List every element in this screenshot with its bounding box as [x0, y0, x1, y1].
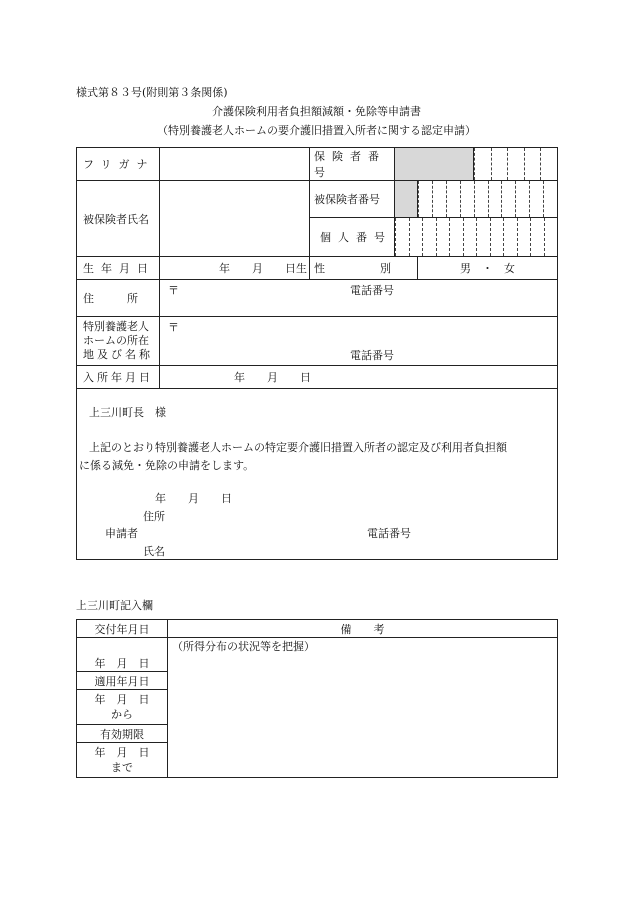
form-title: 介護保険利用者負担額減額・免除等申請書: [212, 105, 421, 118]
office-section-title: 上三川町記入欄: [76, 599, 153, 612]
applicant-name-label: 氏名: [143, 545, 165, 558]
applied-date-label: 適用年月日: [77, 672, 168, 690]
insurer-number-shaded: [395, 148, 474, 181]
application-date[interactable]: 年 月 日: [155, 492, 232, 505]
insured-name-label: 被保険者氏名: [77, 181, 160, 257]
facility-field[interactable]: [160, 317, 558, 366]
insured-number-field[interactable]: [418, 181, 558, 218]
statement-line-2: に係る減免・免除の申請をします。: [79, 459, 255, 472]
insured-number-label: 被保険者番号: [310, 181, 395, 218]
office-use-table: [76, 619, 558, 778]
insurer-number-label: 保険者番号: [310, 148, 395, 181]
valid-period-label: 有効期限: [77, 725, 168, 743]
issue-date-label: 交付年月日: [77, 620, 168, 638]
insurer-number-field[interactable]: [474, 148, 558, 181]
remarks-label: 備 考: [168, 620, 558, 638]
issue-date-field[interactable]: 年 月 日: [77, 638, 168, 672]
addressee: 上三川町長 様: [89, 406, 166, 419]
address-label: 住 所: [77, 280, 160, 317]
application-form: [76, 147, 558, 560]
personal-number-label: 個人番号: [310, 218, 395, 257]
admission-date-field[interactable]: 年 月 日: [160, 366, 558, 389]
furigana-field[interactable]: [160, 148, 310, 181]
address-phone-label: 電話番号: [350, 284, 394, 297]
address-field[interactable]: [160, 280, 558, 317]
insured-number-shaded: [395, 181, 418, 218]
applicant-phone-label: 電話番号: [367, 527, 411, 540]
applicant-label: 申請者: [105, 527, 138, 540]
admission-date-label: 入所年月日: [77, 366, 160, 389]
remarks-field[interactable]: [168, 638, 558, 778]
statement-line-1: 上記のとおり特別養護老人ホームの特定要介護旧措置入所者の認定及び利用者負担額: [89, 441, 507, 454]
valid-period-field[interactable]: 年 月 日 まで: [77, 743, 168, 778]
postal-mark: 〒: [168, 284, 179, 297]
applicant-address-label: 住所: [143, 510, 165, 523]
facility-postal-mark: 〒: [168, 321, 179, 334]
declaration-section: [77, 389, 558, 560]
insured-name-field[interactable]: [160, 181, 310, 257]
personal-number-field[interactable]: [395, 218, 558, 257]
form-subtitle: （特別養護老人ホームの要介護旧措置入所者に関する認定申請）: [157, 124, 476, 137]
facility-label: 特別養護老人 ホームの所在 地及び名称: [77, 317, 160, 366]
birthdate-field[interactable]: 年 月 日生: [160, 257, 310, 280]
birthdate-label: 生年月日: [77, 257, 160, 280]
sex-options[interactable]: 男 ・ 女: [418, 257, 558, 280]
form-number: 様式第８３号(附則第３条関係): [76, 86, 228, 99]
sex-label: 性 別: [310, 257, 418, 280]
furigana-label: フリガナ: [77, 148, 160, 181]
remarks-note: （所得分布の状況等を把握）: [172, 640, 315, 653]
facility-phone-label: 電話番号: [350, 349, 394, 362]
applied-date-field[interactable]: 年 月 日 から: [77, 690, 168, 725]
